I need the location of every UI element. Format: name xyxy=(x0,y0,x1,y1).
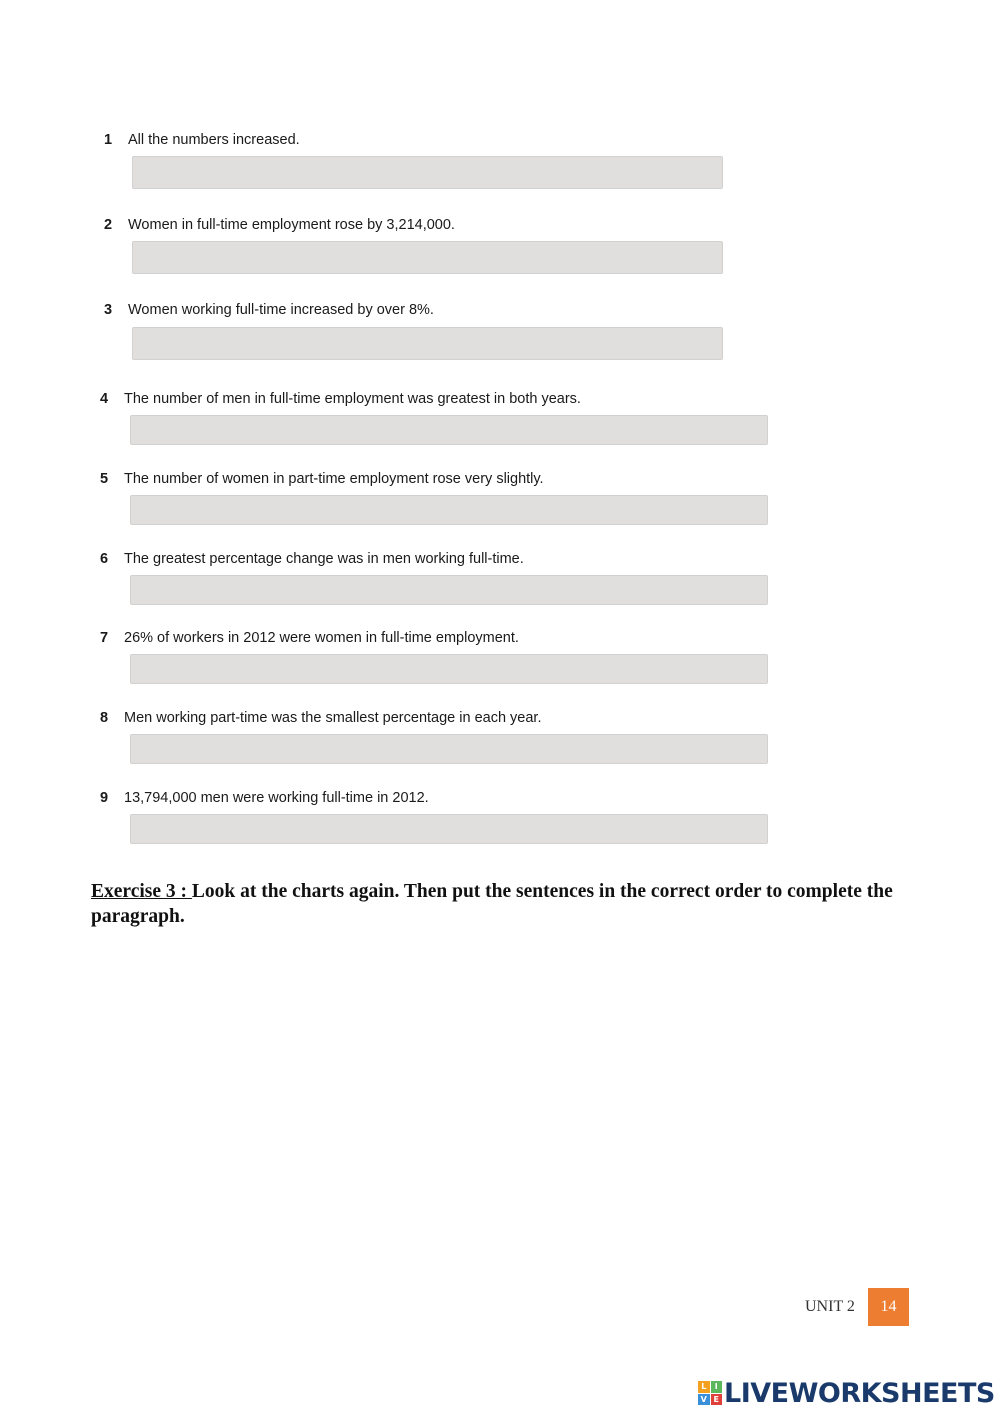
question-5 xyxy=(100,471,544,487)
question-text: All the numbers increased. xyxy=(128,132,300,148)
answer-field-8[interactable] xyxy=(130,734,768,764)
logo-letter: I xyxy=(711,1381,723,1393)
page-number: 14 xyxy=(868,1288,909,1326)
answer-field-5[interactable] xyxy=(130,495,768,525)
answer-field-9[interactable] xyxy=(130,814,768,844)
question-number: 7 xyxy=(100,630,109,646)
question-number: 8 xyxy=(100,710,109,726)
brand-text: LIVEWORKSHEETS xyxy=(724,1377,995,1409)
answer-field-4[interactable] xyxy=(130,415,768,445)
question-text: Men working part-time was the smallest percentage in each year. xyxy=(124,710,542,726)
question-number: 2 xyxy=(104,217,113,233)
question-7 xyxy=(100,630,519,646)
question-number: 3 xyxy=(104,302,113,318)
answer-field-2[interactable] xyxy=(132,241,723,274)
answer-field-3[interactable] xyxy=(132,327,723,360)
question-number: 1 xyxy=(104,132,113,148)
question-text: The number of men in full-time employment was greatest in both years. xyxy=(124,391,581,407)
question-3 xyxy=(104,302,434,318)
question-1 xyxy=(104,132,300,148)
question-text: 26% of workers in 2012 were women in full-time employment. xyxy=(124,630,519,646)
exercise-text: Look at the charts again. Then put the sentences in the correct order to complete the paragraph. xyxy=(91,881,893,927)
question-text: Women working full-time increased by over 8%. xyxy=(128,302,434,318)
question-text: The greatest percentage change was in men working full-time. xyxy=(124,551,524,567)
live-blocks-icon xyxy=(698,1381,722,1405)
question-number: 5 xyxy=(100,471,109,487)
question-number: 6 xyxy=(100,551,109,567)
question-4 xyxy=(100,391,581,407)
question-2 xyxy=(104,217,455,233)
question-text: The number of women in part-time employment rose very slightly. xyxy=(124,471,544,487)
exercise-label: Exercise 3 : xyxy=(91,881,192,902)
logo-letter: E xyxy=(711,1394,723,1406)
logo-letter: V xyxy=(698,1394,710,1406)
question-text: 13,794,000 men were working full-time in 2012. xyxy=(124,790,429,806)
logo-letter: L xyxy=(698,1381,710,1393)
question-number: 9 xyxy=(100,790,109,806)
liveworksheets-logo xyxy=(698,1378,995,1408)
question-6 xyxy=(100,551,524,567)
question-text: Women in full-time employment rose by 3,214,000. xyxy=(128,217,455,233)
unit-label: UNIT 2 xyxy=(805,1298,855,1315)
exercise-instruction xyxy=(91,879,911,929)
answer-field-1[interactable] xyxy=(132,156,723,189)
question-9 xyxy=(100,790,429,806)
question-number: 4 xyxy=(100,391,109,407)
question-8 xyxy=(100,710,541,726)
answer-field-6[interactable] xyxy=(130,575,768,605)
answer-field-7[interactable] xyxy=(130,654,768,684)
